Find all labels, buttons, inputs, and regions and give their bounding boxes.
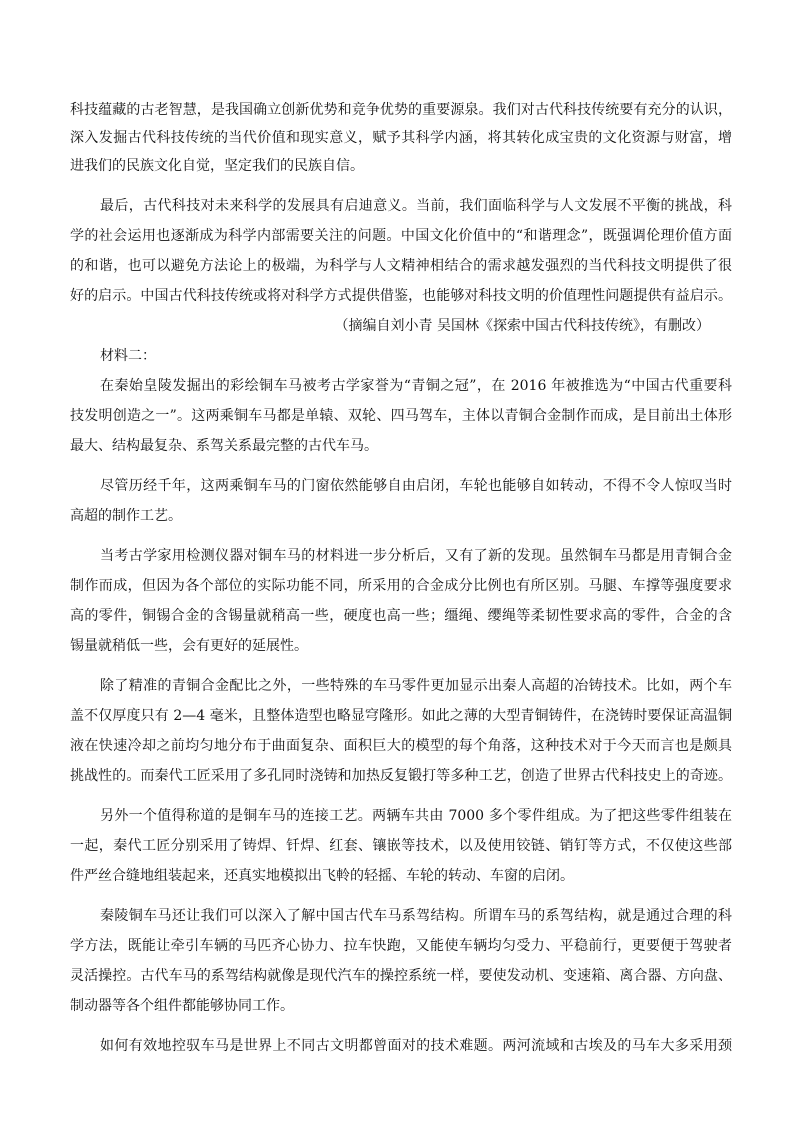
text-line: 高的零件，铜锡合金的含锡量就稍高一些，硬度也高一些；缰绳、缨绳等柔韧性要求高的零件，合金的含 — [70, 608, 732, 624]
text-line: 高超的制作工艺。 — [70, 508, 182, 524]
text-line: 秦陵铜车马还让我们可以深入了解中国古代车马系驾结构。所谓车马的系驾结构，就是通过合理的科 — [100, 908, 732, 924]
text-line: 的和谐，也可以避免方法论上的极端，为科学与人文精神相结合的需求越发强烈的当代科技文明提供了很 — [70, 258, 732, 274]
text-line: 好的启示。中国古代科技传统或将对科学方式提供借鉴，也能够对科技文明的价值理性问题提供有益启示。 — [70, 288, 732, 304]
text-line: 灵活操控。古代车马的系驾结构就像是现代汽车的操控系统一样，要使发动机、变速箱、离合器、方向盘、 — [70, 968, 732, 984]
text-line: 学方法，既能让牵引车辆的马匹齐心协力、拉车快跑，又能使车辆均匀受力、平稳前行，更要便于驾驶者 — [70, 938, 732, 954]
text-line: 技发明创造之一”。这两乘铜车马都是单辕、双轮、四马驾车，主体以青铜合金制作而成，是目前出土体形 — [70, 408, 732, 424]
text-line: 制动器等各个组件都能够协同工作。 — [70, 998, 294, 1014]
text-line: 件严丝合缝地组装起来，还真实地模拟出飞軨的轻摇、车轮的转动、车窗的启闭。 — [70, 868, 574, 884]
text-line: 学的社会运用也逐渐成为科学内部需要关注的问题。中国文化价值中的“和谐理念”，既强调伦理价值方面 — [70, 228, 732, 244]
section-heading: 材料二： — [100, 348, 156, 364]
text-line: 一起，秦代工匠分别采用了铸焊、钎焊、红套、镶嵌等技术，以及使用铰链、销钉等方式，不仅使这些部 — [70, 838, 732, 854]
text-line: 锡量就稍低一些，会有更好的延展性。 — [70, 638, 308, 654]
text-line: 尽管历经千年，这两乘铜车马的门窗依然能够自由启闭，车轮也能够自如转动，不得不令人惊叹当时 — [100, 478, 732, 494]
text-line: 进我们的民族文化自觉，坚定我们的民族自信。 — [70, 158, 364, 174]
text-line: 液在快速冷却之前均匀地分布于曲面复杂、面积巨大的模型的每个角落，这种技术对于今天而言也是颇具 — [70, 738, 732, 754]
text-line: 最大、结构最复杂、系驾关系最完整的古代车马。 — [70, 438, 378, 454]
text-line: 深入发掘古代科技传统的当代价值和现实意义，赋予其科学内涵，将其转化成宝贵的文化资源与财富，增 — [70, 130, 732, 146]
text-line: 挑战性的。而秦代工匠采用了多孔同时浇铸和加热反复锻打等多种工艺，创造了世界古代科技史上的奇迹。 — [70, 768, 732, 784]
text-line: 在秦始皇陵发掘出的彩绘铜车马被考古学家誉为“青铜之冠”，在 2016 年被推选为“中国古代重要科 — [100, 378, 732, 394]
text-line: 如何有效地控驭车马是世界上不同古文明都曾面对的技术难题。两河流域和古埃及的马车大多采用颈 — [100, 1038, 732, 1054]
text-line: 科技蕴藏的古老智慧，是我国确立创新优势和竞争优势的重要源泉。我们对古代科技传统要有充分的认识， — [70, 102, 732, 118]
text-line: 最后，古代科技对未来科学的发展具有启迪意义。当前，我们面临科学与人文发展不平衡的挑战，科 — [100, 198, 732, 214]
text-line: 另外一个值得称道的是铜车马的连接工艺。两辆车共由 7000 多个零件组成。为了把这些零件组装在 — [100, 808, 732, 824]
text-line: 制作而成，但因为各个部位的实际功能不同，所采用的合金成分比例也有所区别。马腿、车撑等强度要求 — [70, 578, 732, 594]
text-line: 盖不仅厚度只有 2—4 毫米，且整体造型也略显穹隆形。如此之薄的大型青铜铸件，在浇铸时要保证高温铜 — [70, 708, 732, 724]
text-line: 当考古学家用检测仪器对铜车马的材料进一步分析后，又有了新的发现。虽然铜车马都是用青铜合金 — [100, 548, 732, 564]
source-citation: （摘编自刘小青 吴国林《探索中国古代科技传统》，有删改） — [334, 318, 710, 334]
text-line: 除了精准的青铜合金配比之外，一些特殊的车马零件更加显示出秦人高超的冶铸技术。比如，两个车 — [100, 678, 732, 694]
